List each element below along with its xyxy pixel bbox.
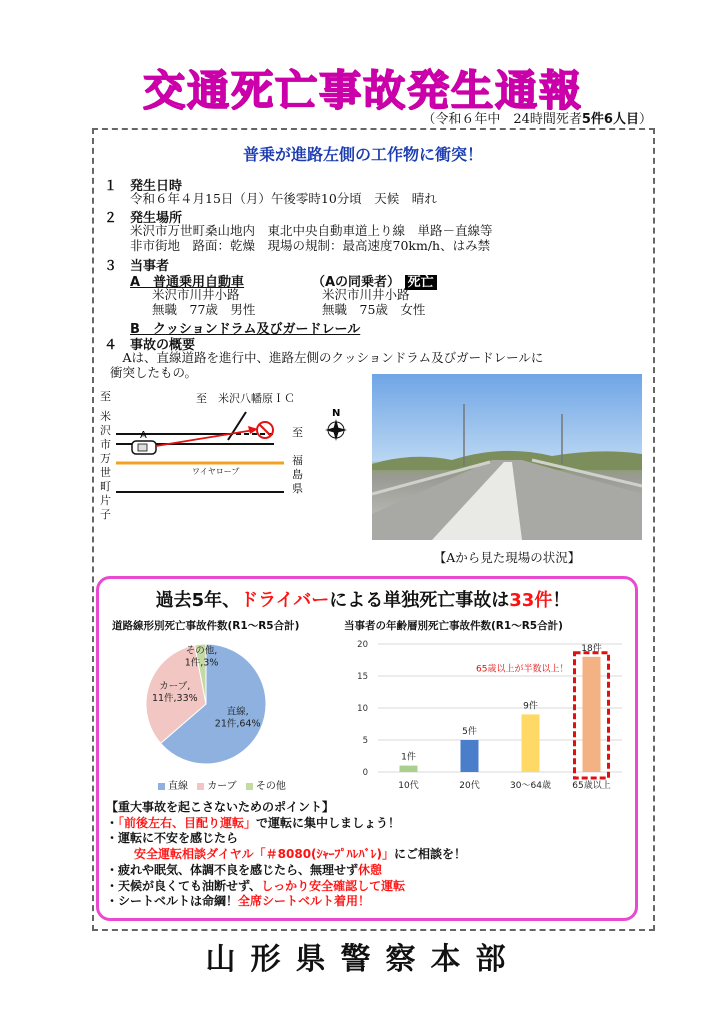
diagram-right-label-2: 島 bbox=[292, 468, 303, 481]
section-4-heading: 事故の概要 bbox=[130, 338, 196, 353]
point-4 bbox=[106, 879, 466, 895]
category-label-1: 20代 bbox=[459, 781, 480, 791]
bullet: ・ bbox=[106, 894, 119, 909]
point-1 bbox=[106, 816, 466, 832]
subtitle bbox=[422, 108, 652, 127]
section-1-line: 令和６年４月15日（月）午後零時10分頃 天候 晴れ bbox=[130, 191, 437, 206]
bar-data-label-2: 9件 bbox=[523, 701, 538, 712]
diagram-right-label-0: 至 bbox=[292, 426, 303, 439]
death-tag: 死亡 bbox=[405, 275, 437, 290]
bar-data-label-0: 1件 bbox=[401, 752, 416, 763]
section-3-heading: 当事者 bbox=[130, 259, 170, 274]
legend-straight: 直線 bbox=[168, 781, 188, 792]
section-2-heading: 発生場所 bbox=[130, 211, 183, 226]
diagram-left-label-7: 片 bbox=[100, 494, 111, 507]
point-2b-text: にご相談を！ bbox=[394, 847, 467, 862]
stats-headline-driver: ドライバー bbox=[240, 590, 330, 611]
pie-label-0: 直線, 21件,64% bbox=[214, 706, 261, 730]
section-4-num: ４ bbox=[104, 338, 118, 353]
diagram-top-label: 至 米沢八幡原ＩＣ bbox=[196, 392, 295, 405]
bar-1 bbox=[461, 740, 479, 772]
page-title: 交通死亡事故発生通報 bbox=[142, 66, 583, 115]
pie-chart-title: 道路線形別死亡事故件数(R1～R5合計) bbox=[112, 620, 300, 632]
stats-headline-prefix: 過去5年、 bbox=[155, 590, 241, 611]
point-1-red: 「前後左右、目配り運転」 bbox=[118, 815, 257, 830]
collision-mark-icon bbox=[257, 422, 273, 438]
diagram-right-label-1: 福 bbox=[292, 454, 303, 467]
diagram-left-label-5: 世 bbox=[100, 466, 111, 479]
party-a-info: 無職 77歳 男性 bbox=[152, 302, 256, 317]
subtitle-suffix: ） bbox=[638, 112, 652, 127]
section-1-num: １ bbox=[104, 179, 118, 194]
point-5-text: シートベルトは命綱！ bbox=[118, 894, 239, 909]
wire-rope-label: ワイヤロープ bbox=[192, 467, 240, 476]
section-2-line-1: 米沢市万世町桑山地内 東北中央自動車道上り線 単路－直線等 bbox=[130, 223, 493, 238]
passenger-address: 米沢市川井小路 bbox=[322, 287, 410, 302]
compass-label: N bbox=[332, 408, 341, 419]
pie-chart bbox=[126, 636, 286, 772]
category-label-3: 65歳以上 bbox=[572, 781, 611, 791]
pie-label-2: その他, 1件,3% bbox=[184, 645, 219, 669]
bar-chart bbox=[340, 632, 630, 794]
diagram-left-label-6: 町 bbox=[100, 480, 111, 493]
scene-photo-art bbox=[372, 374, 642, 540]
legend-swatch-straight bbox=[158, 783, 165, 790]
point-3 bbox=[106, 863, 466, 879]
point-4-text: 天候が良くても油断せず、 bbox=[118, 878, 262, 893]
passenger-title: （Aの同乗者） bbox=[312, 275, 401, 290]
bullet: ・ bbox=[106, 815, 119, 830]
stats-headline-count: 33件 bbox=[509, 590, 553, 611]
section-2-num: ２ bbox=[104, 211, 118, 226]
accident-diagram bbox=[96, 388, 368, 536]
bar-data-label-3: 18件 bbox=[581, 643, 602, 654]
y-tick-label: 0 bbox=[362, 768, 368, 778]
bullet: ・ bbox=[106, 862, 119, 877]
point-3-red: 休憩 bbox=[358, 862, 383, 877]
section-1-heading: 発生日時 bbox=[130, 179, 183, 194]
bar-2 bbox=[522, 714, 540, 772]
bar-3 bbox=[583, 657, 601, 772]
party-a-address: 米沢市川井小路 bbox=[152, 287, 240, 302]
y-tick-label: 10 bbox=[357, 704, 368, 714]
legend-swatch-other bbox=[246, 783, 253, 790]
legend-other: その他 bbox=[255, 781, 286, 792]
stats-headline-mid: による単独死亡事故は bbox=[329, 590, 510, 611]
points-heading: 【重大事故を起こさないためのポイント】 bbox=[106, 800, 335, 814]
point-2b-red: 安全運転相談ダイヤル「＃8080(ｼｬｰﾌﾟﾊﾚﾊﾞﾚ)」 bbox=[134, 847, 395, 862]
summary-line-1: Aは、直線道路を進行中、進路左側のクッションドラム及びガードレールに bbox=[110, 350, 544, 365]
diagram-left-label-8: 子 bbox=[100, 508, 111, 521]
point-2 bbox=[106, 831, 466, 847]
legend-curve: カーブ bbox=[207, 781, 237, 792]
passenger-info: 無職 75歳 女性 bbox=[322, 302, 426, 317]
point-1-text: で運転に集中しましょう！ bbox=[256, 815, 401, 830]
point-3-text: 疲れや眠気、体調不良を感じたら、無理せず bbox=[118, 862, 359, 877]
subtitle-prefix: （令和６年中 24時間死者 bbox=[422, 112, 582, 127]
section-3-num: ３ bbox=[104, 259, 118, 274]
point-4-red: しっかり安全確認して運転 bbox=[261, 878, 406, 893]
point-5-red: 全席シートベルト着用！ bbox=[238, 894, 371, 909]
stats-headline bbox=[0, 586, 726, 612]
diagram-left-label-1: 米 bbox=[100, 410, 111, 423]
bar-0 bbox=[400, 766, 418, 772]
death-count: 5件6人目 bbox=[581, 112, 639, 127]
bar-chart-title: 当事者の年齢層別死亡事故件数(R1～R5合計) bbox=[344, 620, 563, 632]
section-2-line-2: 非市街地 路面：乾燥 現場の規制：最高速度70km/h、はみ禁 bbox=[130, 238, 491, 253]
bullet: ・ bbox=[106, 831, 119, 846]
points-list bbox=[106, 800, 466, 910]
compass-icon bbox=[325, 408, 347, 441]
footer-organization: 山形県警察本部 bbox=[205, 942, 521, 977]
car-a-label: A bbox=[140, 430, 147, 441]
party-a-title: A 普通乗用自動車 bbox=[130, 275, 245, 290]
ramp-line bbox=[228, 412, 246, 440]
stats-headline-suffix: ！ bbox=[552, 590, 571, 611]
pie-label-1: カーブ, 11件,33% bbox=[151, 681, 198, 705]
y-tick-label: 15 bbox=[357, 672, 368, 682]
headline: 普乗が進路左側の工作物に衝突！ bbox=[242, 145, 483, 164]
bullet: ・ bbox=[106, 878, 119, 893]
y-tick-label: 20 bbox=[357, 640, 368, 650]
legend-swatch-curve bbox=[197, 783, 204, 790]
diagram-left-label-0: 至 bbox=[100, 390, 111, 403]
diagram-right-label-3: 県 bbox=[292, 482, 303, 495]
point-5 bbox=[106, 894, 466, 910]
party-b-title: B クッションドラム及びガードレール bbox=[130, 322, 361, 337]
category-label-0: 10代 bbox=[398, 781, 419, 791]
bar-data-label-1: 5件 bbox=[462, 727, 477, 737]
y-tick-label: 5 bbox=[362, 736, 368, 746]
diagram-left-label-3: 市 bbox=[100, 438, 111, 451]
diagram-left-label-2: 沢 bbox=[100, 424, 111, 437]
summary-line-2: 衝突したもの。 bbox=[110, 365, 198, 380]
point-2-text: 運転に不安を感じたら bbox=[118, 831, 239, 846]
scene-photo bbox=[372, 374, 642, 540]
point-2b bbox=[106, 847, 466, 863]
pie-legend bbox=[152, 777, 286, 792]
photo-caption: 【Aから見た現場の状況】 bbox=[433, 550, 581, 565]
diagram-left-label-4: 万 bbox=[100, 452, 111, 465]
category-label-2: 30～64歳 bbox=[510, 781, 551, 791]
bar-annotation: 65歳以上が半数以上！ bbox=[476, 664, 569, 675]
